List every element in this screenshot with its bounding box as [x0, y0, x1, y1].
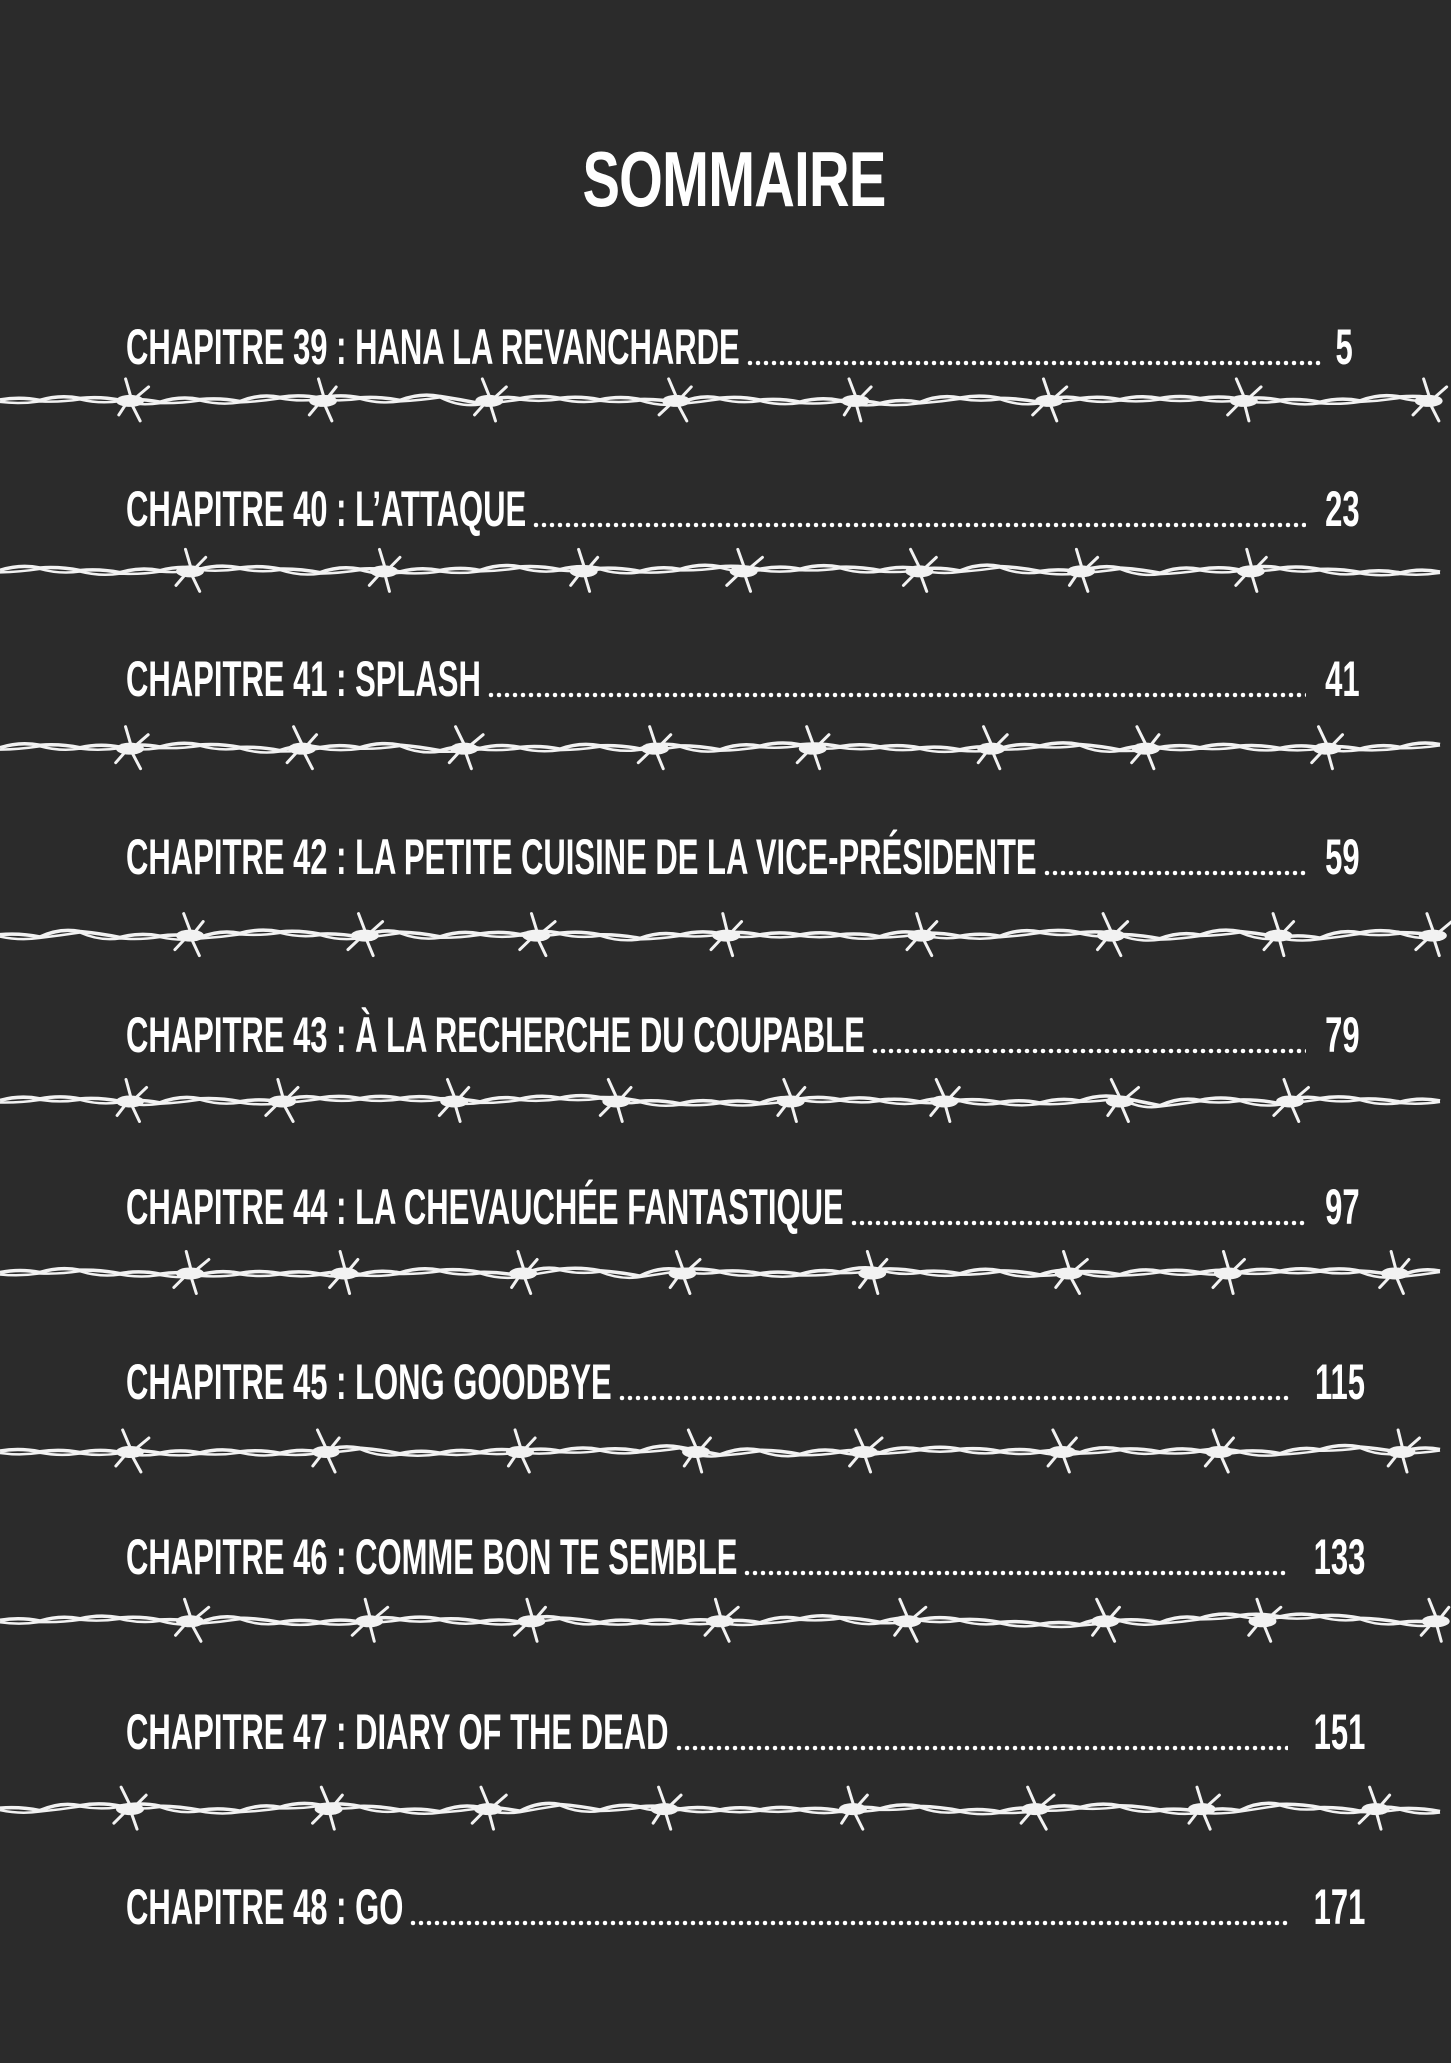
barb — [352, 1599, 387, 1641]
chapter-title: CHAPITRE 39 : HANA LA REVANCHARDE — [126, 319, 740, 375]
toc-entry[interactable] — [126, 1160, 1360, 1235]
dot-leader — [675, 1745, 1289, 1751]
chapter-title: CHAPITRE 46 : COMME BON TE SEMBLE — [126, 1529, 738, 1585]
dot-leader — [487, 692, 1306, 698]
barbed-wire-graphic — [0, 895, 1451, 965]
barb — [1312, 727, 1343, 769]
dot-leader — [1043, 870, 1306, 876]
dot-leader — [409, 1920, 1288, 1926]
barb — [348, 914, 383, 956]
barb — [176, 549, 206, 591]
barb — [174, 1251, 209, 1293]
barb — [1091, 1599, 1119, 1641]
barb — [1236, 549, 1266, 591]
barb — [439, 1079, 468, 1121]
barbed-wire-graphic — [0, 540, 1451, 610]
page-number: 79 — [1324, 1007, 1360, 1063]
dot-leader — [850, 1220, 1306, 1226]
page-number: 23 — [1324, 481, 1360, 537]
barb — [266, 1079, 298, 1121]
toc-entry[interactable] — [126, 810, 1360, 885]
barb — [509, 1251, 537, 1293]
dot-leader — [532, 522, 1305, 528]
barbed-wire-divider — [0, 1418, 1451, 1488]
barb — [858, 1251, 887, 1293]
page-number: 41 — [1324, 651, 1360, 707]
page-number: 133 — [1313, 1529, 1366, 1585]
barb — [1416, 914, 1451, 956]
barbed-wire-divider — [0, 895, 1451, 965]
barbed-wire-graphic — [0, 1590, 1451, 1660]
barbed-wire-graphic — [0, 365, 1451, 435]
barbed-wire-graphic — [0, 1068, 1451, 1138]
barbed-wire-graphic — [0, 712, 1451, 782]
barb — [777, 1079, 805, 1121]
chapter-title: CHAPITRE 43 : À LA RECHERCHE DU COUPABLE — [126, 1007, 865, 1063]
barb — [850, 1430, 882, 1472]
barb — [1055, 1251, 1088, 1293]
toc-entry[interactable] — [126, 988, 1360, 1063]
page-title: SOMMAIRE — [582, 135, 886, 223]
barbed-wire-divider — [0, 1590, 1451, 1660]
barb — [977, 727, 1007, 769]
barb — [116, 379, 149, 421]
page-number: 59 — [1324, 829, 1360, 885]
barb — [727, 549, 763, 591]
barb — [1048, 1430, 1076, 1472]
barb — [651, 1787, 682, 1829]
barb — [797, 727, 829, 769]
barb — [1264, 914, 1294, 956]
barb — [1097, 914, 1128, 956]
barb — [1387, 1430, 1419, 1472]
barb — [116, 1079, 147, 1121]
toc-entry[interactable] — [126, 632, 1360, 707]
barbed-wire-divider — [0, 1770, 1451, 1840]
barb — [116, 727, 148, 769]
chapter-title: CHAPITRE 48 : GO — [126, 1879, 404, 1935]
barbed-wire-graphic — [0, 1770, 1451, 1840]
barb — [903, 549, 936, 591]
barb — [176, 1599, 209, 1641]
chapter-title: CHAPITRE 40 : L’ATTAQUE — [126, 481, 527, 537]
barb — [1205, 1430, 1233, 1472]
barb — [472, 1787, 506, 1829]
barb — [449, 727, 483, 769]
barb — [309, 379, 337, 421]
barb — [506, 1430, 535, 1472]
barbed-wire-graphic — [0, 1240, 1451, 1310]
barb — [520, 914, 555, 956]
chapter-title: CHAPITRE 42 : LA PETITE CUISINE DE LA VICE-PRÉSIDENTE — [126, 829, 1037, 885]
barb — [600, 1079, 631, 1121]
barb — [705, 1599, 738, 1641]
dot-leader — [618, 1395, 1290, 1401]
chapter-title: CHAPITRE 47 : DIARY OF THE DEAD — [126, 1704, 669, 1760]
chapter-title: CHAPITRE 41 : SPLASH — [126, 651, 481, 707]
barb — [312, 1430, 340, 1472]
barb — [1067, 549, 1098, 591]
barb — [668, 1251, 700, 1293]
barb — [1188, 1787, 1220, 1829]
barb — [287, 727, 316, 769]
barb — [313, 1787, 343, 1829]
page-number: 151 — [1313, 1704, 1366, 1760]
barb — [841, 379, 871, 421]
barbed-wire-graphic — [0, 1418, 1451, 1488]
barb — [475, 379, 507, 421]
barb — [907, 914, 937, 956]
toc-entry[interactable] — [126, 300, 1353, 375]
barb — [1413, 379, 1447, 421]
barb — [570, 549, 598, 591]
barb — [893, 1599, 926, 1641]
barbed-wire-divider — [0, 540, 1451, 610]
toc-entry[interactable] — [126, 1510, 1366, 1585]
barb — [711, 914, 742, 956]
page-number: 171 — [1313, 1879, 1366, 1935]
barb — [1274, 1079, 1309, 1121]
barb — [682, 1430, 710, 1472]
barb — [1228, 379, 1261, 421]
page-number: 115 — [1314, 1354, 1366, 1410]
barb — [638, 727, 670, 769]
dot-leader — [871, 1048, 1306, 1054]
chapter-title: CHAPITRE 44 : LA CHEVAUCHÉE FANTASTIQUE — [126, 1179, 844, 1235]
barb — [1248, 1599, 1280, 1641]
barb — [1021, 1787, 1054, 1829]
barb — [930, 1079, 959, 1121]
barb — [659, 379, 691, 421]
barbed-wire-divider — [0, 1240, 1451, 1310]
barb — [839, 1787, 867, 1829]
chapter-title: CHAPITRE 45 : LONG GOODBYE — [126, 1354, 612, 1410]
toc-entry[interactable] — [126, 1860, 1366, 1935]
barb — [1213, 1251, 1244, 1293]
barb — [1359, 1787, 1389, 1829]
barbed-wire-divider — [0, 712, 1451, 782]
barb — [1033, 379, 1067, 421]
barb — [1132, 727, 1160, 769]
barb — [1421, 1599, 1449, 1641]
toc-entry[interactable] — [126, 462, 1360, 537]
barb — [1380, 1251, 1409, 1293]
dot-leader — [743, 1570, 1288, 1576]
barb — [515, 1599, 546, 1641]
barb — [175, 914, 204, 956]
page-number: 97 — [1324, 1179, 1360, 1235]
page-number: 5 — [1335, 319, 1353, 375]
barbed-wire-divider — [0, 1068, 1451, 1138]
barb — [330, 1251, 358, 1293]
barbed-wire-divider — [0, 365, 1451, 435]
toc-entry[interactable] — [126, 1335, 1366, 1410]
barb — [114, 1787, 146, 1829]
toc-entry[interactable] — [126, 1685, 1366, 1760]
barb — [369, 549, 400, 591]
